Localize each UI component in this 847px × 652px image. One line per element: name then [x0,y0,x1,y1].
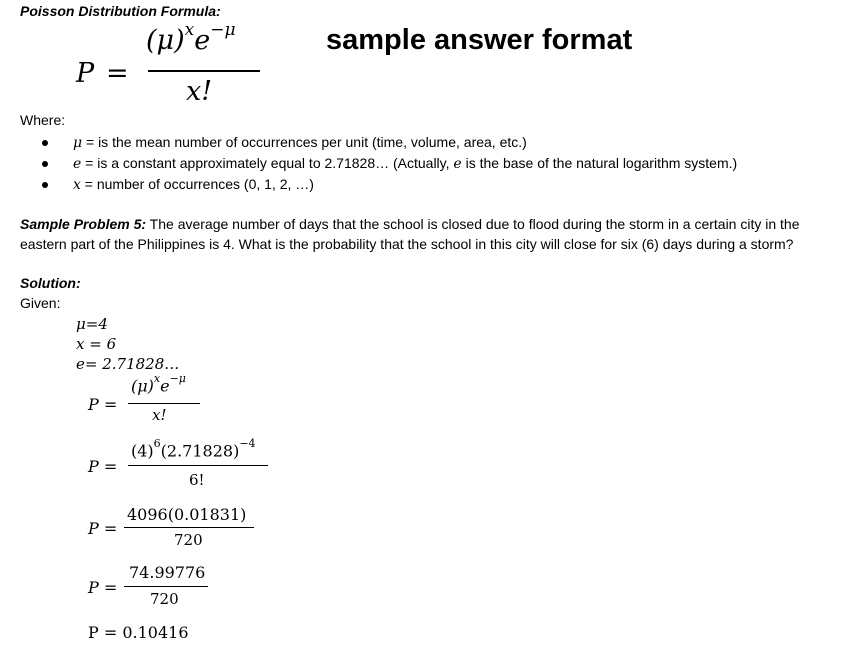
definition-text: = is the mean number of occurrences per unit (time, volume, area, etc.) [82,134,527,150]
given-e: e= 2.71828… [76,355,180,373]
definition-symbol-inline: e [453,156,462,172]
definition-e [40,153,737,174]
bullet-icon [42,140,48,146]
step3-numerator: 4096(0.01831) [127,505,247,524]
definition-text: = number of occurrences (0, 1, 2, …) [80,176,314,192]
formula-fraction-bar [148,70,260,72]
formula-e: e [194,25,211,56]
step4-numerator: 74.99776 [129,563,206,582]
sample-problem-label: Sample Problem 5: [20,216,147,232]
step2-numerator: $(4)^6(2.71828)^{-4}$ [131,437,256,461]
definition-text: = is a constant approximately equal to 2.71828… (Actually, [81,155,454,171]
definition-text-continued: is the base of the natural logarithm system.) [461,155,738,171]
formula-numerator [146,20,236,56]
step3-lhs: P = [88,519,118,538]
definition-symbol: x [73,177,81,193]
step2-denominator: 6! [189,471,205,489]
bullet-icon [42,161,48,167]
bullet-icon [42,182,48,188]
step1-lhs: P = [88,395,118,414]
formula-heading: Poisson Distribution Formula: [20,3,221,19]
definition-symbol: μ [73,135,83,151]
sample-problem [20,214,835,254]
sample-answer-label: sample answer format [326,24,633,56]
formula-denominator: x! [186,76,213,107]
formula-lhs: P [76,58,95,89]
step1-fraction-bar [128,403,200,404]
given-label: Given: [20,295,61,311]
formula-x-exponent: x [184,20,195,40]
step1-numerator: $(\mu)^xe^{-\mu}$ [131,372,186,396]
definition-x [40,174,737,195]
step3-denominator: 720 [174,531,203,549]
definition-list [40,132,737,195]
sample-problem-text: The average number of days that the school is closed due to flood during the storm in a certain city in the eastern part of the Philippines is 4. What is the probability that the school in this city will close for six (6) days during a storm? [20,216,800,252]
step2-lhs: P = [88,457,118,476]
step1-denominator: x! [152,406,167,424]
step4-denominator: 720 [150,590,179,608]
given-mu: μ=4 [76,315,108,333]
step4-lhs: P = [88,578,118,597]
step3-fraction-bar [124,527,254,528]
step4-fraction-bar [124,586,208,587]
formula-equals: = [106,58,129,89]
formula-mu: (μ) [146,25,185,56]
given-x: x = 6 [76,335,117,353]
final-result: P = 0.10416 [88,623,189,642]
definition-symbol: e [73,156,82,172]
solution-label: Solution: [20,275,81,291]
step2-fraction-bar [128,465,268,466]
definition-mu [40,132,737,153]
formula-neg-mu-exponent: −μ [210,20,236,40]
where-label: Where: [20,112,66,128]
